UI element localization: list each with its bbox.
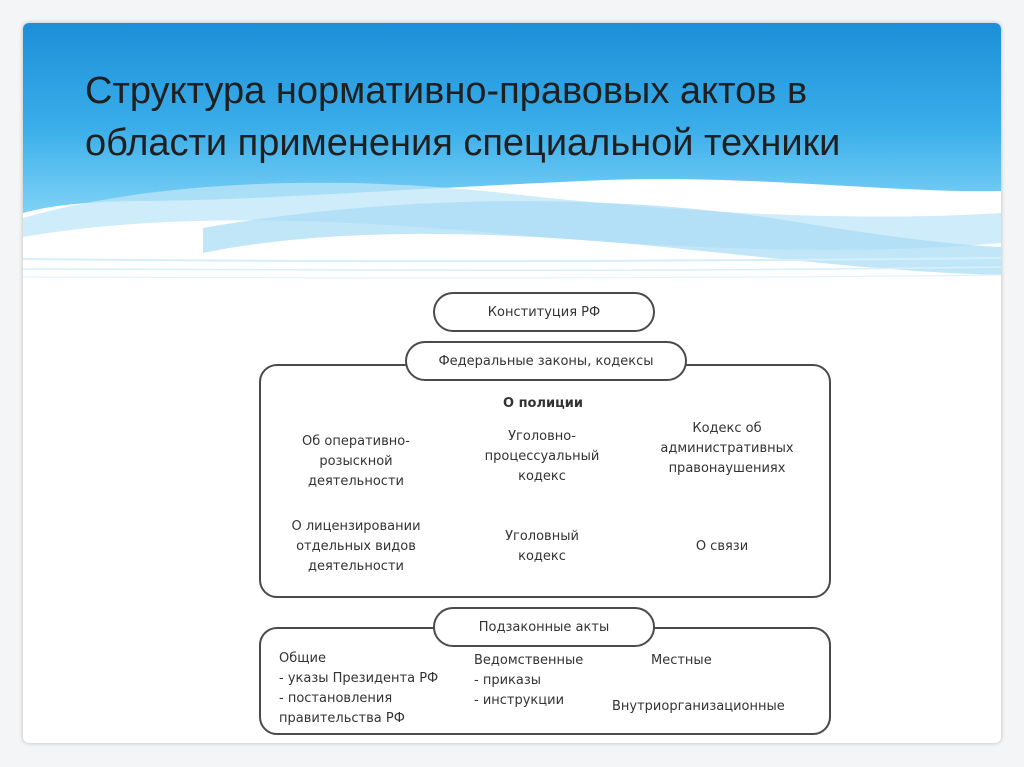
bylaw-departmental-line-2: - приказы [474,673,542,688]
law-uk-line-1: Уголовный [505,529,579,544]
law-uk-line-2: кодекс [518,549,566,564]
bylaw-general-line-2: - указы Президента РФ [279,671,439,686]
bylaw-departmental-line-1: Ведомственные [474,653,584,668]
law-police: О полиции [503,396,583,411]
law-uk [477,527,607,567]
bylaw-general-line-3: - постановления [279,691,393,706]
bylaw-departmental [474,651,624,711]
bylaws-box [433,607,655,647]
diagram [23,23,1001,743]
law-koap [647,419,807,479]
federal-laws-label: Федеральные законы, кодексы [438,353,654,369]
bylaw-internal: Внутриорганизационные [612,699,785,714]
law-koap-line-3: правонаушениях [668,461,786,476]
title-line-2: области применения специальной техники [85,122,841,164]
constitution-label: Конституция РФ [487,304,601,320]
bylaws-label: Подзаконные акты [478,619,610,635]
law-upk-line-3: кодекс [518,469,566,484]
law-upk [467,427,617,487]
law-ord-line-1: Об оперативно- [302,434,410,449]
title-line-1: Структура нормативно-правовых актов в [85,70,808,112]
law-ord-line-2: розыскной [319,454,393,469]
law-koap-line-2: административных [660,441,794,456]
law-koap-line-1: Кодекс об [692,421,762,436]
bylaw-general-line-1: Общие [279,651,326,666]
law-licensing-line-1: О лицензировании [291,519,421,534]
law-licensing-line-3: деятельности [308,559,404,574]
bylaw-general-line-4: правительства РФ [279,711,405,726]
law-upk-line-2: процессуальный [484,449,600,464]
law-communications: О связи [695,539,749,554]
constitution-box [433,292,655,332]
slide [23,23,1001,743]
bylaw-general [279,649,469,729]
bylaw-departmental-line-3: - инструкции [474,693,565,708]
law-ord-line-3: деятельности [308,474,404,489]
law-upk-line-1: Уголовно- [508,429,576,444]
law-licensing-line-2: отдельных видов [296,539,416,554]
law-licensing [271,517,441,577]
federal-laws-box [405,341,687,381]
law-ord [271,432,441,492]
bylaw-local: Местные [651,653,712,668]
